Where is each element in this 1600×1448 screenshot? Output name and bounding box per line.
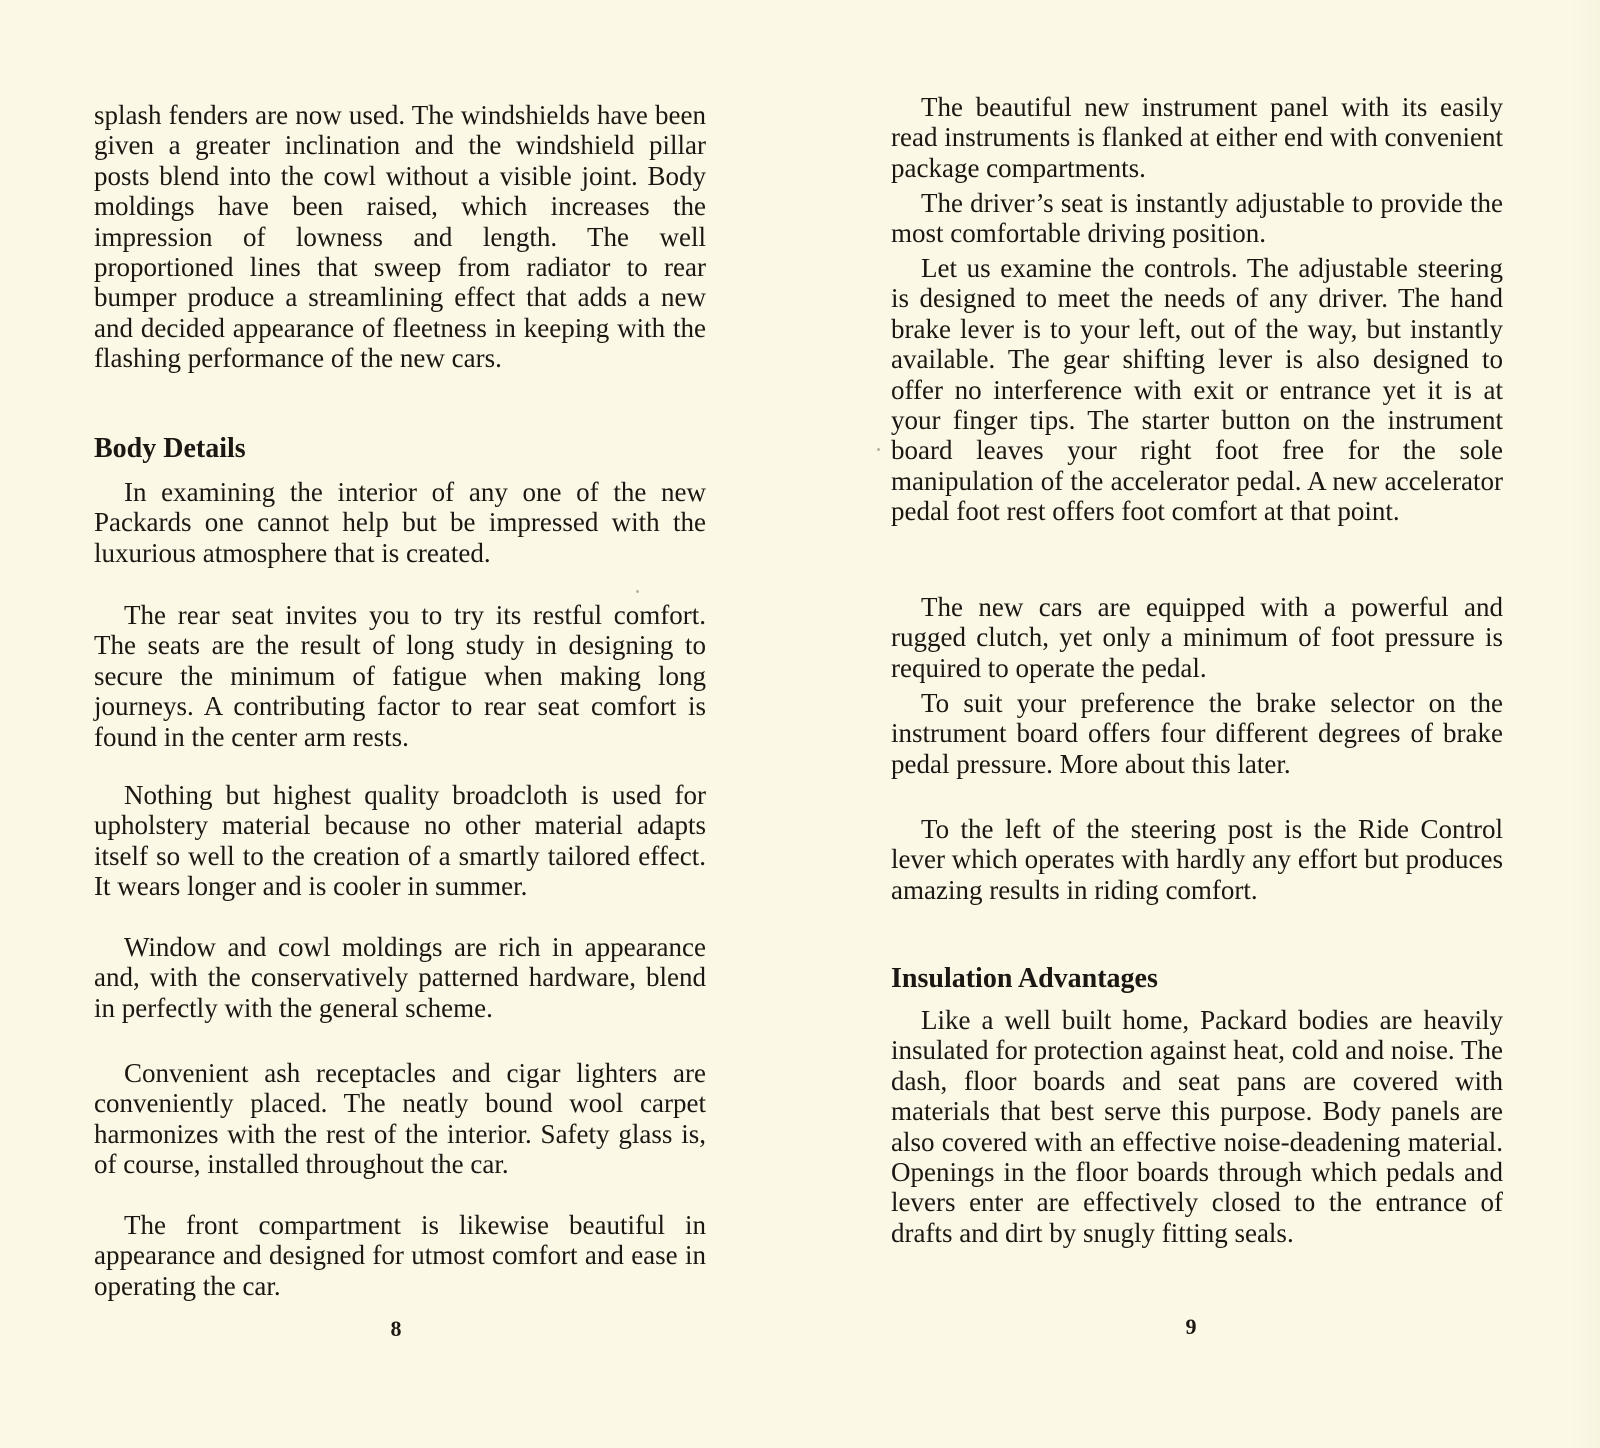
paragraph: The front compartment is likewise beautiful in appearance and designed for utmost comfort and ease in operating the car. [94,1210,706,1301]
body-details-text-6 [94,1210,706,1306]
right-page-para-6 [891,814,1503,910]
section-heading-body-details: Body Details [94,433,246,464]
body-details-text-5 [94,1058,706,1185]
intro-paragraph: splash fenders are now used. The windshields have been given a greater inclination and the windshield pillar posts blend into the cowl without a visible joint. Body moldings have been raised, which increases the impression of lowness and length. The well proportioned lines that sweep from radiator to rear bumper produce a streamlining effect that adds a new and decided appearance of fleetness in keeping with the flashing performance of the new cars. [94,100,706,374]
body-details-section [94,432,706,466]
page-number-right: 9 [1185,1314,1197,1339]
right-page-para-3 [891,253,1503,532]
paragraph: The driver’s seat is instantly adjustable to provide the most comfortable driving position. [891,188,1503,249]
paragraph: Convenient ash receptacles and cigar lighters are conveniently placed. The neatly bound wool carpet harmonizes with the rest of the interior. Safety glass is, of course, installed throughout the car. [94,1058,706,1180]
paragraph: The new cars are equipped with a powerful and rugged clutch, yet only a minimum of foot pressure is required to operate the pedal. [891,592,1503,683]
page-edge-shadow [1570,0,1600,1448]
page-number-left: 8 [390,1316,402,1341]
insulation-section [891,962,1503,996]
paragraph: To the left of the steering post is the Ride Control lever which operates with hardly any effort but produces amazing results in riding comfort. [891,814,1503,905]
paragraph: Nothing but highest quality broadcloth is used for upholstery material because no other material adapts itself so well to the creation of a smartly tailored effect. It wears longer and is cooler in summer. [94,780,706,902]
paragraph: In examining the interior of any one of the new Packards one cannot help but be impressed with the luxurious atmosphere that is created. [94,477,706,568]
body-details-text-3 [94,780,706,907]
right-page-para-5 [891,688,1503,784]
paragraph: Let us examine the controls. The adjustable steering is designed to meet the needs of any driver. The hand brake lever is to your left, out of the way, but instantly available. The gear shifting lever is also designed to offer no interference with exit or entrance yet it is at your finger tips. The starter button on the instrument board leaves your right foot free for the sole manipulation of the accelerator pedal. A new accelerator pedal foot rest offers foot comfort at that point. [891,253,1503,527]
paragraph: Like a well built home, Packard bodies are heavily insulated for protection against heat, cold and noise. The dash, floor boards and seat pans are covered with materials that best serve this purpose. Body panels are also covered with an effective noise-deadening material. Openings in the floor boards through which pedals and levers enter are effectively closed to the entrance of drafts and dirt by snugly fitting seals. [891,1005,1503,1248]
paper-speck [636,590,639,593]
paper-speck [877,448,880,451]
section-heading-insulation-advantages: Insulation Advantages [891,963,1158,994]
paragraph: The beautiful new instrument panel with its easily read instruments is flanked at either end with convenient package compartments. [891,92,1503,183]
paragraph: The rear seat invites you to try its restful comfort. The seats are the result of long study in designing to secure the minimum of fatigue when making long journeys. A contributing factor to rear seat comfort is found in the center arm rests. [94,600,706,752]
paragraph: Window and cowl moldings are rich in appearance and, with the conservatively patterned hardware, blend in perfectly with the general scheme. [94,932,706,1023]
right-page-para-4 [891,592,1503,688]
insulation-text [891,1005,1503,1253]
body-details-text [94,477,706,573]
body-details-text-2 [94,600,706,757]
paragraph: To suit your preference the brake selector on the instrument board offers four different degrees of brake pedal pressure. More about this later. [891,688,1503,779]
right-page-para-1 [891,92,1503,188]
right-page-para-2 [891,188,1503,254]
body-details-text-4 [94,932,706,1028]
left-page-intro [94,100,706,379]
